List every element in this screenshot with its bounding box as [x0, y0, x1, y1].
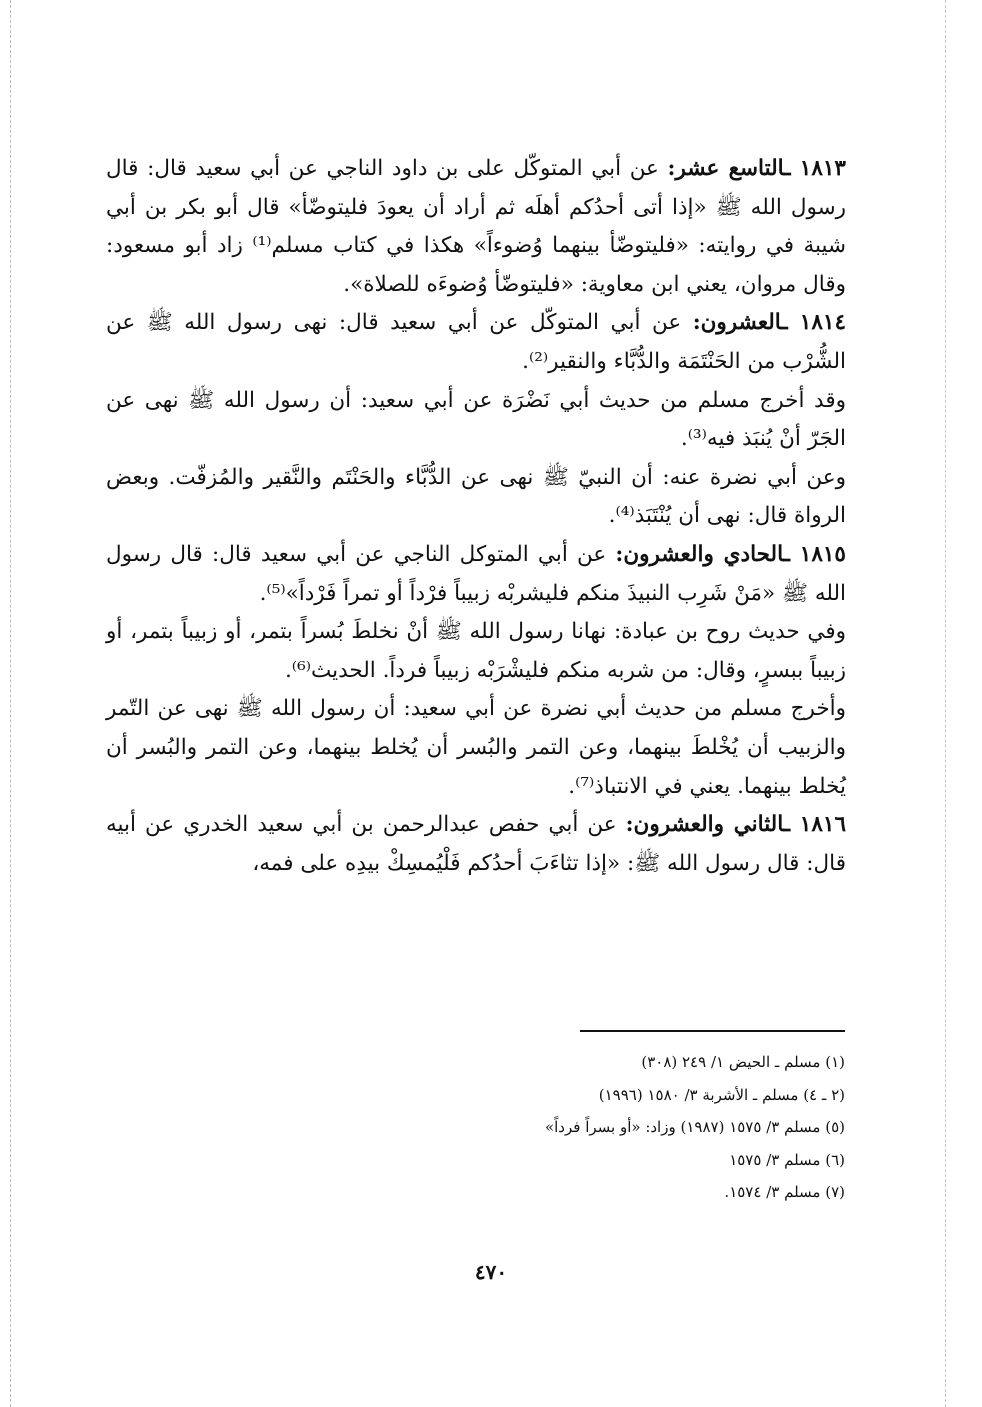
paragraph-text: وأخرج مسلم من حديث أبي نضرة عن أبي سعيد: أن رسول الله ﷺ نهى عن التّمر والزبيب أن يُخْلطَ بينهما، وعن التمر والبُسر أن يُخلط بينهما، وعن التمر والبُسر أن يُخلط بينهما. يعني في الانتباذ⁽⁷⁾.: [106, 696, 846, 799]
hadith-text: عن أبي المتوكّل عن أبي سعيد قال: نهى رسول الله ﷺ عن الشُّرْب من الحَنْتَمَة والدُّبَّاء والنقير⁽²⁾.: [106, 310, 846, 374]
paragraph-text: وعن أبي نضرة عنه: أن النبيّ ﷺ نهى عن الدُّبَّاء والحَنْتَم والنَّقير والمُزفّت. وبعض الرواة قال: نهى أن يُنْتَبَذ⁽⁴⁾.: [106, 464, 846, 529]
footnote: (٦) مسلم ٣/ ١٥٧٥: [729, 1150, 845, 1169]
footnote: (١) مسلم ـ الحيض ١/ ٢٤٩ (٣٠٨): [641, 1053, 845, 1071]
scan-edge-left: [10, 0, 11, 1407]
hadith-number: ١٨١٥ ـ: [783, 541, 846, 567]
hadith-number: ١٨١٤ ـ: [781, 310, 846, 336]
hadith-heading: الحادي والعشرون:: [615, 541, 784, 567]
hadith-text: عن أبي المتوكل الناجي عن أبي سعيد قال: قال رسول الله ﷺ «مَنْ شَرِب النبيذَ منكم فليشربْه زبيباً فرْداً أو تمراً فَرْداً»⁽⁵⁾.: [106, 541, 846, 606]
hadith-1814: [106, 304, 846, 381]
footnote-separator: [580, 1030, 845, 1032]
paragraph-text: وفي حديث روح بن عبادة: نهانا رسول الله ﷺ أنْ نخلطَ بُسراً بتمر، أو زبيباً بتمر، أو زبيباً ببسرٍ، وقال: من شربه منكم فليشْرَبْه زبيباً فرداً. الحديث⁽⁶⁾.: [106, 619, 846, 683]
page-number: ٤٧٠: [474, 1260, 508, 1284]
footnotes: [544, 1046, 845, 1209]
hadith-heading: التاسع عشر:: [667, 156, 785, 181]
hadith-text: عن أبي المتوكّل على بن داود الناجي عن أبي سعيد قال: قال رسول الله ﷺ «إذا أتى أحدُكم أهلَه ثم أراد أن يعودَ فليتوضّأ» قال أبو بكر بن أبي شيبة في روايته: «فليتوضّأ بينهما وُضوءاً» هكذا في كتاب مسلم⁽¹⁾ زاد أبو مسعود: وقال مروان، يعني ابن معاوية: «فليتوضّأ وُضوءَه للصلاة».: [106, 156, 846, 297]
main-text: [106, 150, 846, 883]
footnote: (٢ ـ ٤) مسلم ـ الأشربة ٣/ ١٥٨٠ (١٩٩٦): [598, 1085, 845, 1104]
hadith-text: عن أبي حفص عبدالرحمن بن أبي سعيد الخدري عن أبيه قال: قال رسول الله ﷺ: «إذا تثاءَبَ أحدُكم فَلْيُمسِكْ بيدِه على فمه،: [106, 812, 846, 876]
hadith-1815: [106, 536, 846, 613]
footnote: (٥) مسلم ٣/ ١٥٧٥ (١٩٨٧) وزاد: «أو بسراً فرداً»: [544, 1118, 845, 1136]
hadith-heading: العشرون:: [692, 310, 782, 336]
hadith-1813: [106, 150, 846, 304]
hadith-number: ١٨١٦ ـ: [783, 812, 846, 838]
paragraph-text: وقد أخرج مسلم من حديث أبي نَضْرَة عن أبي سعيد: أن رسول الله ﷺ نهى عن الجَرّ أنْ يُنبَذ فيه⁽³⁾.: [106, 387, 846, 452]
footnote: (٧) مسلم ٣/ ١٥٧٤.: [724, 1183, 845, 1201]
hadith-number: ١٨١٣ ـ: [784, 156, 846, 181]
scan-edge-right: [945, 0, 946, 1407]
hadith-1816: [106, 806, 846, 883]
hadith-heading: الثاني والعشرون:: [625, 812, 784, 838]
